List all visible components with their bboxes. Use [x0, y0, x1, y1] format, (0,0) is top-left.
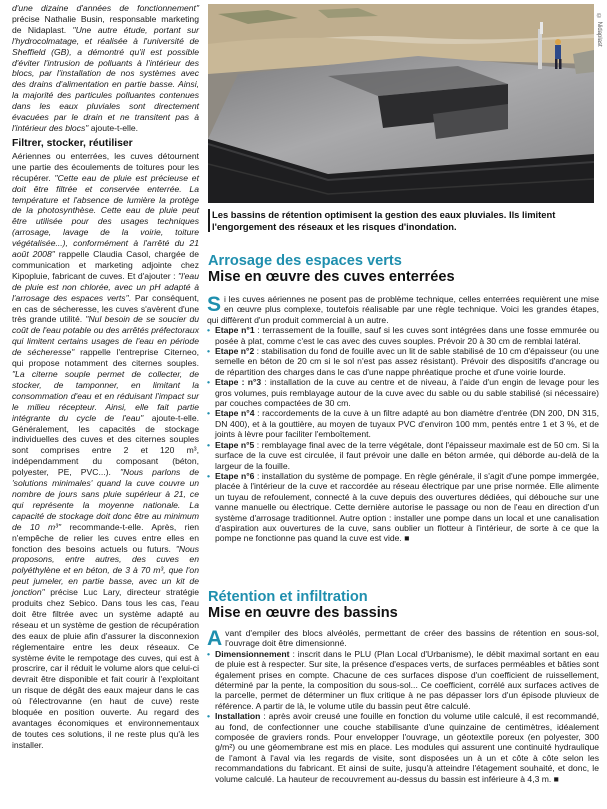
- list-item: • Etape : n°3 : installation de la cuve au centre et de niveau, à l'aide d'un engin de levage pour les gros volumes, puis remblayage autour de la cuve avec du sable ou du sable stabilisé (si nécessaire) par couches compactées de 30 cm.: [207, 377, 599, 408]
- construction-photo: [208, 4, 594, 203]
- dropcap: A: [207, 627, 223, 650]
- list-item: • Etape n°2 : stabilisation du fond de fouille avec un lit de sable stabilisé de 10 cm d'épaisseur (ou une semelle en béton de 20 cm si le sol n'est pas assez résistant). Prévoir des dispositifs d'ancrage ou de répartition des charges dans le cas d'une nappe phréatique proche et d'une voirie lourde.: [207, 346, 599, 377]
- section1-title: Arrosage des espaces verts: [208, 253, 402, 269]
- dropcap: S: [207, 293, 222, 316]
- basin-items-list: [207, 649, 599, 784]
- section2-intro: Avant d'empiler des blocs alvéolés, permettant de créer des bassins de rétention en sous-sol, l'ouvrage doit être dimensionné.: [207, 627, 599, 650]
- subheading-filtrer: Filtrer, stocker, réutiliser: [12, 137, 133, 149]
- left-column: [12, 3, 199, 751]
- section2-subtitle: Mise en œuvre des bassins: [208, 605, 398, 621]
- photo-caption: Les bassins de rétention optimisent la gestion des eaux pluviales. Ils limitent l'engorgement des réseaux et les risques d'inondation.: [212, 209, 597, 232]
- retention-basin-illustration: [208, 4, 594, 203]
- list-item: • Etape n°4 : raccordements de la cuve à un filtre adapté au bon diamètre d'entrée (DN 200, DN 315, DN 400), et à la gouttière, au moyen de tuyaux PVC d'environ 100 mm, pentés entre 1 et 3 %, et de joints à lèvre pour faciliter l'emboîtement.: [207, 408, 599, 439]
- list-item: • Dimensionnement : inscrit dans le PLU (Plan Local d'Urbanisme), le débit maximal sortant en eau de pluie est à respecter. Sur site, la présence d'espaces verts, de surfaces perméables et bâties sont également prises en compte. Chacune de ces surfaces dispose d'un coefficient de ruissellement, déterminé par la pente, la composition du sous-sol... Ce coefficient, corrélé aux surfaces actives de la parcelle, permet de déterminer un flux critique à ne pas dépasser lors d'un épisode pluvieux de référence. A partir de là, le volume utile du bassin peut être calculé.: [207, 649, 599, 711]
- section1-subtitle: Mise en œuvre des cuves enterrées: [208, 269, 455, 285]
- section1-intro: Si les cuves aériennes ne posent pas de problème technique, celles enterrées requièrent une mise en œuvre plus complexe, toutefois réalisable par une règle technique. Voici les grandes étapes, qui diffèrent d'un produit commercial à un autre.: [207, 293, 599, 325]
- photo-credit: © Nidaplast: [596, 14, 602, 47]
- caption-bar: [208, 209, 210, 232]
- list-item: • Etape n°6 : installation du système de pompage. En règle générale, il s'agit d'une pompe immergée, placée à l'intérieur de la cuve et raccordée au réseau électrique par une prise normée. Elle alimente un tuyau de refoulement, connecté à la cuve depuis des ouvertures dédiées, qui débouche sur une vanne manuelle ou électrique. Cette dernière autorise le passage ou non de l'eau en direction d'un système d'arrosage traditionnel. Autre option : installer une pompe dans un local et une canalisation d'aspiration aux ouvertures de la cuve, sans oublier un flotteur à l'intérieur, de sorte à ce que la pompe ne fonctionne pas quand la cuve est vide. ■: [207, 471, 599, 544]
- body-paragraph: Aériennes ou enterrées, les cuves détournent une partie des écoulements de toitures pour les récupérer. "Cette eau de pluie est précieuse et doit être filtrée et conservée enterrée. La température et l'absence de lumière la protège de la photosynthèse. Cette eau de pluie peut être utilisée pour des usages techniques (arrosage, lavage de la voirie, toiture végétalisée...), conformément à l'arrêté du 21 août 2008" rappelle Claudia Casol, chargée de communication et marketing adjointe chez Kipopluie, fabricant de cuves. Et d'ajouter : "l'eau de pluie est non chlorée, avec un pH adapté à l'arrosage des espaces verts". Par conséquent, en cas de sécheresse, les cuves s'avèrent d'une très grande utilité. "Nul besoin de se soucier du coût de l'eau potable ou des arrêtés préfectoraux qui limitent certains usages de l'eau en période de sécheresse" rappelle l'entreprise Citerneo, qui propose notamment des citernes souples. "La citerne souple permet de collecter, de stocker, de tamponner, en limitant la consommation d'eau et en réduisant l'impact sur le milieu récepteur. Ainsi, elle fait partie intégrante du cycle de l'eau" ajoute-t-elle. Généralement, les capacités de stockage individuelles des cuves et des citernes souples sont comprises entre 2 et 120 m³, indépendamment du composant (béton, polyester, PE, PVC...). "Nous parlons de 'solutions minimales' quand la cuve couvre un nombre de jours sans pluie supérieur à 21, ce qui représente la moyenne nationale. La capacité de stockage doit donc être au minimum de 10 m³" recommande-t-elle. Après, rien n'empêche de relier les cuves entre elles en fonction des besoins actuels ou futurs. "Nous proposons, entre autres, des cuves en polyéthylène et en béton, de 3 à 70 m³, que l'on peut jumeler, en partie basse, avec un kit de jonction" précise Luc Lary, directeur stratégie produits chez Sebico. Dans tous les cas, l'eau doit être filtrée avec un système adapté au réseau et un système de gestion de récupération des eaux de pluie afin d'assurer la disconnexion réglementaire entre les deux réseaux. Ce système évite le rempotage des cuves, qui est à proscrire, car il réduit le volume alors que celui-ci devrait être disponible et fait courir à l'exploitant un risque de dégât des eaux majeur dans le cas où l'électrovanne (en haut de cuve) reste bloquée en position ouverte. Au regard des avantages économiques et environnementaux de toutes ces solutions, il ne reste plus qu'à les installer.: [12, 150, 200, 750]
- section2-title: Rétention et infiltration: [208, 589, 368, 605]
- section2-body: [207, 628, 599, 784]
- section1-body: [207, 294, 599, 544]
- list-item: • Etape n°5 : remblayage final avec de la terre végétale, dont l'épaisseur maximale est de 50 cm. Si la surface de la cuve est circulée, il faut prévoir une dalle en béton armée, qui déborde au-delà de la largeur de la fouille.: [207, 440, 599, 471]
- list-item: • Installation : après avoir creusé une fouille en fonction du volume utile calculé, il est recommandé, au fond, de confectionner une couche stabilisante d'une quinzaine de centimètres, idéalement composée de graviers ronds. Pour envelopper l'ouvrage, un géotextile poreux (en polyester, 300 g/m²) ou une géomembrane est mis en place. Les modules qui assurent une continuité hydraulique de l'amont à l'aval via les regards de visite, sont disposées un à un et côte à côte selon les recommandations du fabricant. Et ainsi de suite, jusqu'à atteindre l'étagement souhaité, et donc, le volume calculé. La hauteur de recouvrement au-dessus du bassin est inférieure à 4,3 m. ■: [207, 711, 599, 784]
- intro-paragraph: d'une dizaine d'années de fonctionnement" précise Nathalie Busin, responsable marketing de Nidaplast. "Une autre étude, portant sur l'hydrocolmatage, et réalisée à l'université de Sheffield (GB), a démontré qu'il est possible d'éviter l'intrusion de polluants à l'intérieur des blocs, par l'installation de nos systèmes avec des drains d'alimentation en partie basse. Ainsi, la majorité des particules polluantes contenues dans les eaux pluviales sont directement évacuées par le drain et ne transitent pas à l'intérieur des blocs" ajoute-t-elle.: [12, 3, 199, 133]
- steps-list: [207, 325, 599, 544]
- list-item: • Etape n°1 : terrassement de la fouille, sauf si les cuves sont intégrées dans une fosse emmurée ou posée à plat, comme c'est le cas avec des cuves souples. Prévoir 20 à 30 cm de remblai latéral.: [207, 325, 599, 346]
